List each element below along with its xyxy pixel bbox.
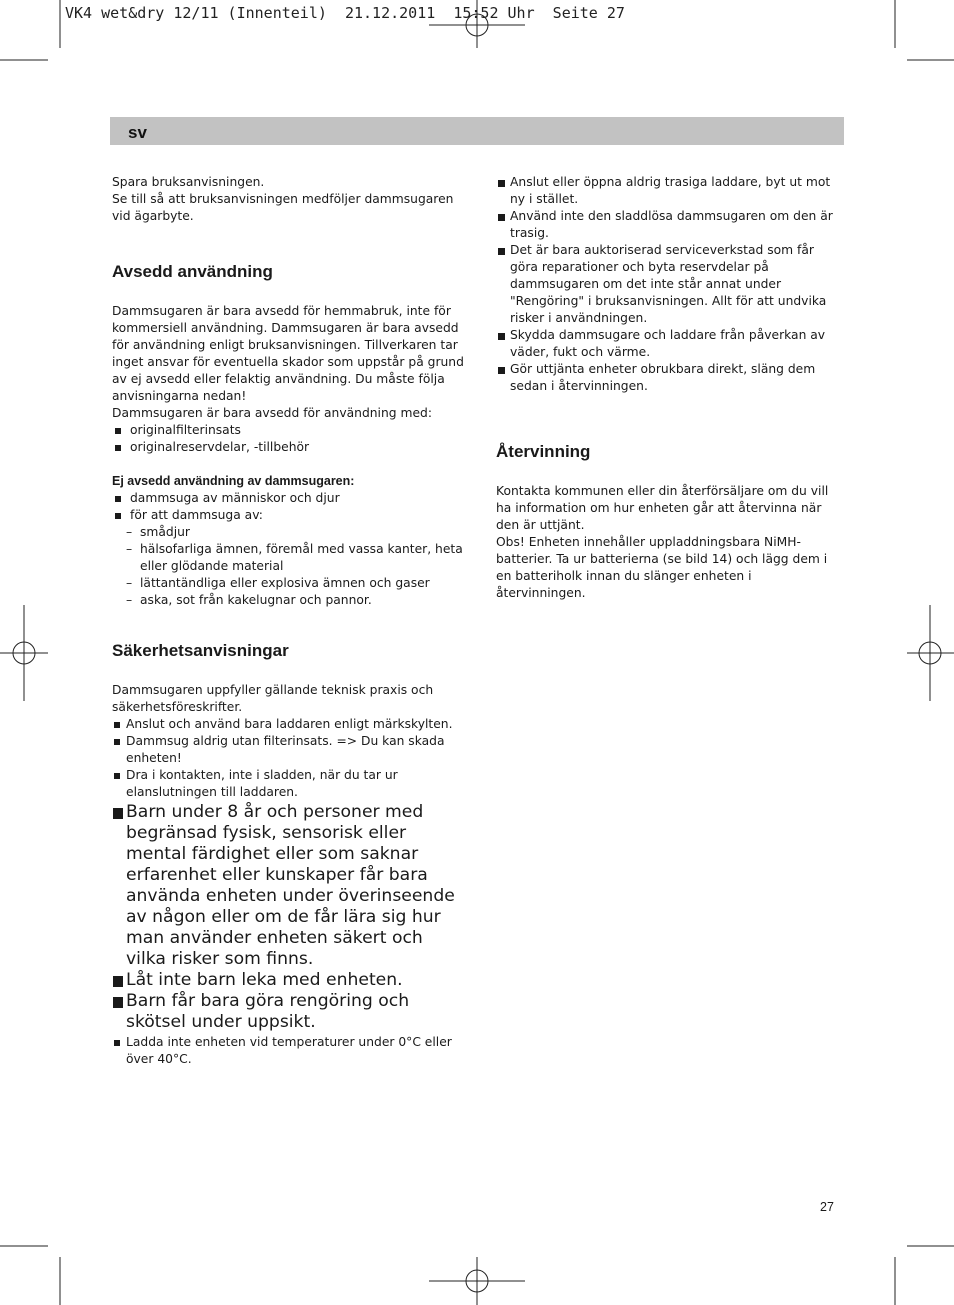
intro-line-1: Spara bruksanvisningen. xyxy=(112,175,265,189)
list-item: Gör uttjänta enheter obrukbara direkt, släng dem sedan i återvinningen. xyxy=(496,361,844,395)
left-column xyxy=(112,174,464,1068)
right-column xyxy=(496,174,844,602)
recycling-heading: Återvinning xyxy=(496,442,591,461)
registration-mark-left xyxy=(0,605,48,701)
not-intended-heading: Ej avsedd användning av dammsugaren: xyxy=(112,474,355,488)
sub-list-item: – lättantändliga eller explosiva ämnen och gaser xyxy=(112,575,464,592)
recycling-paragraph-1: Kontakta kommunen eller din återförsäljare om du vill ha information om hur enheten går att återvinna när den är uttjänt. xyxy=(496,484,829,532)
list-item: Ladda inte enheten vid temperaturer under 0°C eller över 40°C. xyxy=(112,1034,464,1068)
safety-list-large xyxy=(112,802,464,1033)
safety-list-small xyxy=(112,716,464,801)
safety-list-last xyxy=(112,1034,464,1068)
safety-heading: Säkerhetsanvisningar xyxy=(112,641,289,660)
list-item: Använd inte den sladdlösa dammsugaren om den är trasig. xyxy=(496,208,844,242)
intended-use-list xyxy=(112,422,464,456)
intro-line-2: Se till så att bruksanvisningen medföljer dammsugaren vid ägarbyte. xyxy=(112,192,454,223)
list-item: Barn under 8 år och personer med begränsad fysisk, sensorisk eller mental färdighet eller som saknar erfarenhet eller kunskaper får bara använda enheten under överinseende av någon eller om de får lära sig hur man använder enheten säkert och vilka risker som finns. xyxy=(112,802,464,970)
sub-list-item: – smådjur xyxy=(112,524,464,541)
list-item: originalreservdelar, -tillbehör xyxy=(112,439,464,456)
intended-use-paragraph: Dammsugaren är bara avsedd för hemmabruk, inte för kommersiell användning. Dammsugaren är bara avsedd för användning enligt bruksanvisningen. Tillverkaren tar inget ansvar för eventuella skador som uppstår på grund av ej avsedd eller felaktig användning. Du måste följa anvisningarna nedan! xyxy=(112,304,464,403)
list-item: Dra i kontakten, inte i sladden, när du tar ur elanslutningen till laddaren. xyxy=(112,767,464,801)
sub-list-item: – hälsofarliga ämnen, föremål med vassa kanter, heta eller glödande material xyxy=(112,541,464,575)
safety-list-continued xyxy=(496,174,844,395)
list-item: Låt inte barn leka med enheten. xyxy=(112,970,464,991)
list-item: för att dammsuga av: xyxy=(112,507,464,524)
list-item: Anslut eller öppna aldrig trasiga laddare, byt ut mot ny i stället. xyxy=(496,174,844,208)
sub-list-item: – aska, sot från kakelugnar och pannor. xyxy=(112,592,464,609)
not-intended-sublist xyxy=(112,524,464,609)
intended-use-lead: Dammsugaren är bara avsedd för användning med: xyxy=(112,406,432,420)
not-intended-list xyxy=(112,490,464,524)
list-item: Skydda dammsugare och laddare från påverkan av väder, fukt och värme. xyxy=(496,327,844,361)
safety-intro: Dammsugaren uppfyller gällande teknisk praxis och säkerhetsföreskrifter. xyxy=(112,683,434,714)
intended-use-heading: Avsedd användning xyxy=(112,262,273,281)
list-item: dammsuga av människor och djur xyxy=(112,490,464,507)
list-item: Det är bara auktoriserad serviceverkstad som får göra reparationer och byta reservdelar på dammsugaren om det inte står annat under "Rengöring" i bruksanvisningen. Allt för att undvika risker i användningen. xyxy=(496,242,844,327)
list-item: Dammsug aldrig utan filterinsats. => Du kan skada enheten! xyxy=(112,733,464,767)
language-code: sv xyxy=(128,123,147,142)
registration-mark-bottom xyxy=(429,1257,525,1305)
list-item: originalfilterinsats xyxy=(112,422,464,439)
page-number: 27 xyxy=(820,1200,834,1214)
list-item: Barn får bara göra rengöring och skötsel under uppsikt. xyxy=(112,991,464,1033)
registration-mark-right xyxy=(907,605,954,701)
language-bar xyxy=(110,117,844,145)
recycling-paragraph-2: Obs! Enheten innehåller uppladdningsbara NiMH-batterier. Ta ur batterierna (se bild 14) och lägg dem i en batteriholk innan du slänger enheten i återvinningen. xyxy=(496,535,828,600)
print-header: VK4 wet&dry 12/11 (Innenteil) 21.12.2011 15:52 Uhr Seite 27 xyxy=(65,4,625,22)
list-item: Anslut och använd bara laddaren enligt märkskylten. xyxy=(112,716,464,733)
